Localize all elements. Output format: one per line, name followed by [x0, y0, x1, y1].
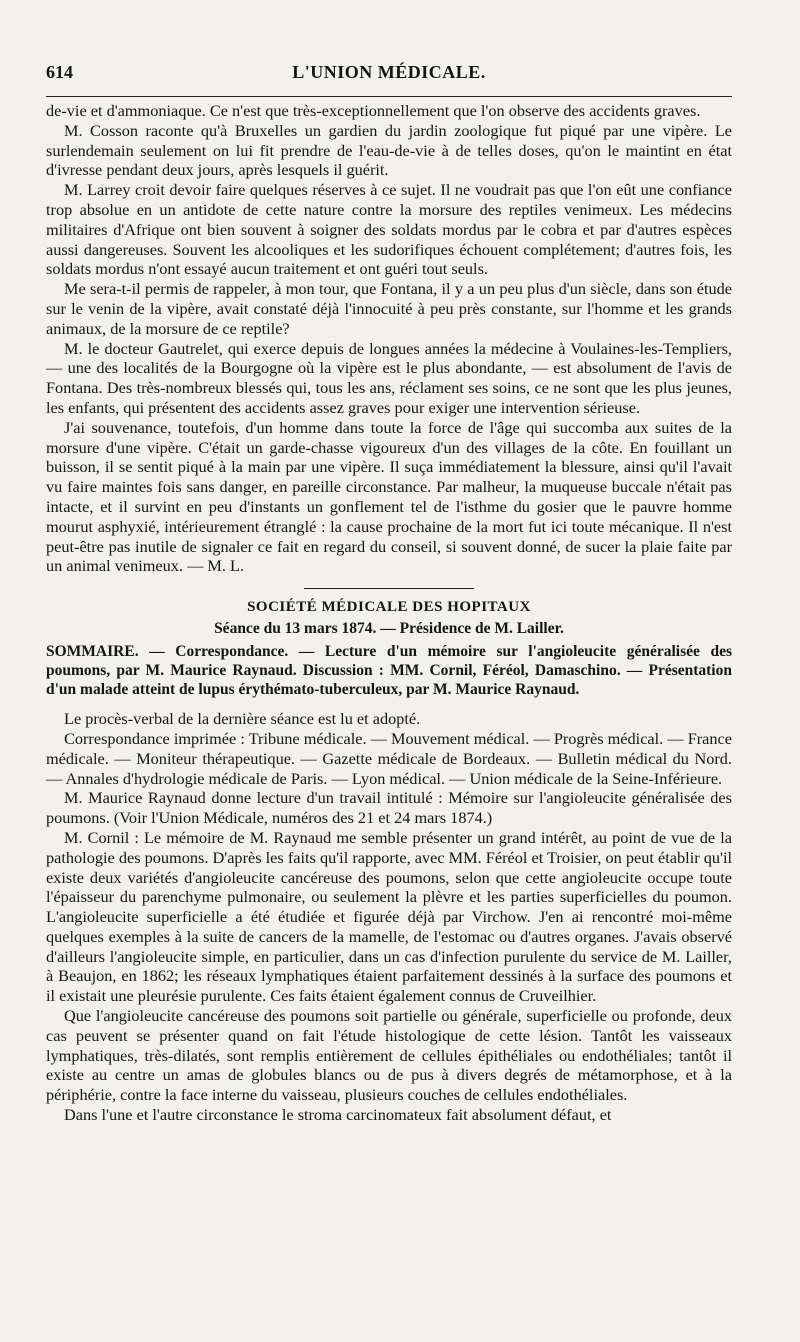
section-rule: [304, 588, 474, 589]
header-rule: [46, 96, 732, 97]
paragraph: Correspondance imprimée : Tribune médicale. — Mouvement médical. — Progrès médical. — France médicale. — Moniteur thérapeutique. — Gazette médicale de Bordeaux. — Bulletin médical du Nord. — Annales d'hydrologie médicale de Paris. — Lyon médical. — Union médicale de la Seine-Inférieure.: [46, 728, 732, 788]
paragraph: Le procès-verbal de la dernière séance est lu et adopté.: [64, 709, 421, 729]
paragraph: M. Maurice Raynaud donne lecture d'un travail intitulé : Mémoire sur l'angioleucite généralisée des poumons. (Voir l'Union Médicale, numéros des 21 et 24 mars 1874.): [46, 788, 732, 828]
paragraph: M. Cosson raconte qu'à Bruxelles un gardien du jardin zoologique fut piqué par une vipère. Le surlendemain seulement on lui fit prendre de l'eau-de-vie à de telles doses, qu'on le maintint en état d'ivresse pendant deux jours, après lesquels il guérit.: [46, 120, 732, 180]
paragraph: M. le docteur Gautrelet, qui exerce depuis de longues années la médecine à Voulaines-les-Templiers, — une des localités de la Bourgogne où la vipère est le plus abondante, — est absolument de l'avis de Fontana. Des très-nombreux blessés qui, tous les ans, réclament ses soins, ce ne sont que les plus jeunes, les enfants, qui présentent des accidents assez graves pour exiger une intervention sérieuse.: [46, 338, 732, 417]
paragraph: M. Larrey croit devoir faire quelques réserves à ce sujet. Il ne voudrait pas que l'on eût une confiance trop absolue en un antidote de cette nature contre la morsure des reptiles venimeux. Les médecins militaires d'Afrique ont bien souvent à soigner des soldats mordus par le cobra et par d'autres espèces aussi dangereuses. Souvent les alcooliques et les sudorifiques échouent complétement; d'autres fois, les soldats mordus n'ont essayé aucun traitement et ont guéri tout seuls.: [46, 180, 732, 279]
running-title: L'UNION MÉDICALE.: [292, 62, 486, 82]
paragraph: M. Cornil : Le mémoire de M. Raynaud me semble présenter un grand intérêt, au point de vue de la pathologie des poumons. D'après les faits qu'il rapporte, avec MM. Féréol et Troisier, on peut établir qu'il existe deux variétés d'angioleucite cancéreuse des poumons, selon que cette angioleucite occupe toute l'épaisseur du parenchyme pulmonaire, ou seulement la plèvre et les parties superficielles du poumon. L'angioleucite superficielle a été étudiée et figurée déjà par Virchow. J'en ai rencontré moi-même quelques exemples à la suite de cancers de la mamelle, de l'estomac ou d'autres organes. J'avais observé d'ailleurs l'angioleucite simple, en particulier, dans un cas d'infection purulente du service de M. Lailler, à Beaujon, en 1862; les réseaux lymphatiques étaient parfaitement dessinés à la surface des poumons et il existait une pleurésie purulente. Ces faits étaient également connus de Cruveilhier.: [46, 827, 732, 1006]
section-title: SOCIÉTÉ MÉDICALE DES HOPITAUX: [247, 599, 531, 616]
sommaire: SOMMAIRE. — Correspondance. — Lecture d'un mémoire sur l'angioleucite généralisée des poumons, par M. Maurice Raynaud. Discussion : MM. Cornil, Féréol, Damaschino. — Présentation d'un malade atteint de lupus érythémato-tuberculeux, par M. Maurice Raynaud.: [46, 643, 732, 699]
paragraph: Que l'angioleucite cancéreuse des poumons soit partielle ou générale, superficielle ou profonde, deux cas peuvent se présenter quand on fait l'étude histologique de cette lésion. Tantôt les vaisseaux lymphatiques, très-dilatés, sont remplis entièrement de cellules épithéliales ou endothéliales; tantôt il existe au centre un amas de globules blancs ou de pus à divers degrés de métamorphose, et à la périphérie, contre la face interne du vaisseau, plusieurs couches de cellules endothéliales.: [46, 1006, 732, 1105]
page-header: [46, 60, 732, 94]
page-number: 614: [46, 62, 73, 82]
session-body: [46, 709, 732, 1125]
paragraph: Me sera-t-il permis de rappeler, à mon tour, que Fontana, il y a un peu plus d'un siècle, dans son étude sur le venin de la vipère, avait constaté déjà l'innocuité à peu près constante, sur l'homme et les grands animaux, de la morsure de ce reptile?: [46, 279, 732, 338]
paragraph: de-vie et d'ammoniaque. Ce n'est que très-exceptionnellement que l'on observe des accidents graves.: [46, 101, 701, 120]
page: [46, 60, 732, 1125]
paragraph: J'ai souvenance, toutefois, d'un homme dans toute la force de l'âge qui succomba aux suites de la morsure d'une vipère. C'était un garde-chasse vigoureux d'un des villages de la côte. En fouillant un buisson, il se sentit piqué à la main par une vipère. Il suça immédiatement la blessure, ainsi qu'il l'avait vu faire maintes fois sans danger, en pareille circonstance. Par malheur, la muqueuse buccale n'était pas intacte, et il survint en peu d'instants un gonflement tel de l'isthme du gosier que le pauvre homme mourut asphyxié, intérieurement étranglé : la cause prochaine de la mort fut ici toute mécanique. Il n'est peut-être pas inutile de signaler ce fait en regard du conseil, si souvent donné, de sucer la plaie faite par un animal venimeux. — M. L.: [46, 417, 732, 576]
seance-line: Séance du 13 mars 1874. — Présidence de M. Lailler.: [214, 620, 564, 638]
article-body: [46, 101, 732, 576]
paragraph: Dans l'une et l'autre circonstance le stroma carcinomateux fait absolument défaut, et: [64, 1105, 612, 1125]
